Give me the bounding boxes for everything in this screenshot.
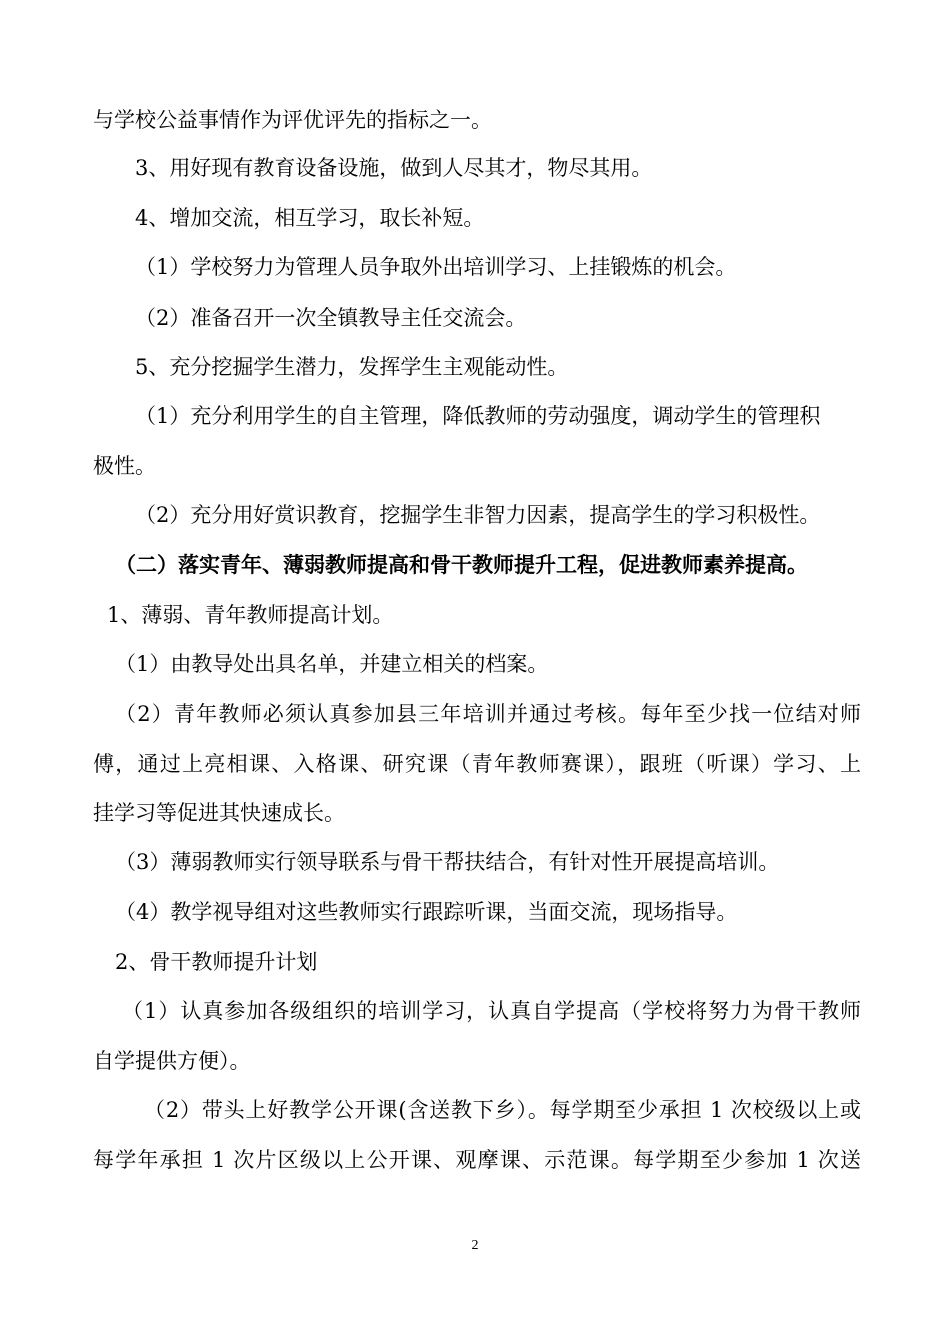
text-line-15: 挂学习等促进其快速成长。 bbox=[93, 801, 345, 825]
text-line-19: （1）认真参加各级组织的培训学习，认真自学提高（学校将努力为骨干教师 bbox=[122, 999, 861, 1023]
text-line-1: 与学校公益事情作为评优评先的指标之一。 bbox=[93, 108, 492, 132]
page-number: 2 bbox=[471, 1238, 479, 1253]
text-line-22: 每学年承担 1 次片区级以上公开课、观摩课、示范课。每学期至少参加 1 次送 bbox=[93, 1148, 861, 1172]
text-line-2: 3、用好现有教育设备设施，做到人尽其才，物尽其用。 bbox=[135, 156, 653, 180]
text-line-9: （2）充分用好赏识教育，挖掘学生非智力因素，提高学生的学习积极性。 bbox=[135, 503, 821, 527]
text-line-5: （2）准备召开一次全镇教导主任交流会。 bbox=[135, 306, 527, 330]
text-line-18: 2、骨干教师提升计划 bbox=[115, 950, 318, 974]
text-line-16: （3）薄弱教师实行领导联系与骨干帮扶结合，有针对性开展提高培训。 bbox=[115, 850, 780, 874]
text-line-7: （1）充分利用学生的自主管理，降低教师的劳动强度，调动学生的管理积 bbox=[135, 404, 821, 428]
text-line-17: （4）教学视导组对这些教师实行跟踪听课，当面交流，现场指导。 bbox=[115, 900, 738, 924]
section-heading: （二）落实青年、薄弱教师提高和骨干教师提升工程，促进教师素养提高。 bbox=[115, 552, 808, 577]
text-line-13: （2）青年教师必须认真参加县三年培训并通过考核。每年至少找一位结对师 bbox=[115, 702, 861, 726]
text-line-14: 傅，通过上亮相课、入格课、研究课（青年教师赛课），跟班（听课）学习、上 bbox=[93, 752, 861, 776]
text-line-12: （1）由教导处出具名单，并建立相关的档案。 bbox=[115, 652, 549, 676]
text-line-8: 极性。 bbox=[93, 454, 156, 478]
text-line-6: 5、充分挖掘学生潜力，发挥学生主观能动性。 bbox=[135, 355, 569, 379]
text-line-3: 4、增加交流，相互学习，取长补短。 bbox=[135, 206, 485, 230]
text-line-21: （2）带头上好教学公开课(含送教下乡）。每学期至少承担 1 次校级以上或 bbox=[144, 1098, 861, 1122]
text-line-11: 1、薄弱、青年教师提高计划。 bbox=[107, 603, 394, 627]
text-line-20: 自学提供方便）。 bbox=[93, 1049, 251, 1073]
text-line-4: （1）学校努力为管理人员争取外出培训学习、上挂锻炼的机会。 bbox=[135, 255, 737, 279]
